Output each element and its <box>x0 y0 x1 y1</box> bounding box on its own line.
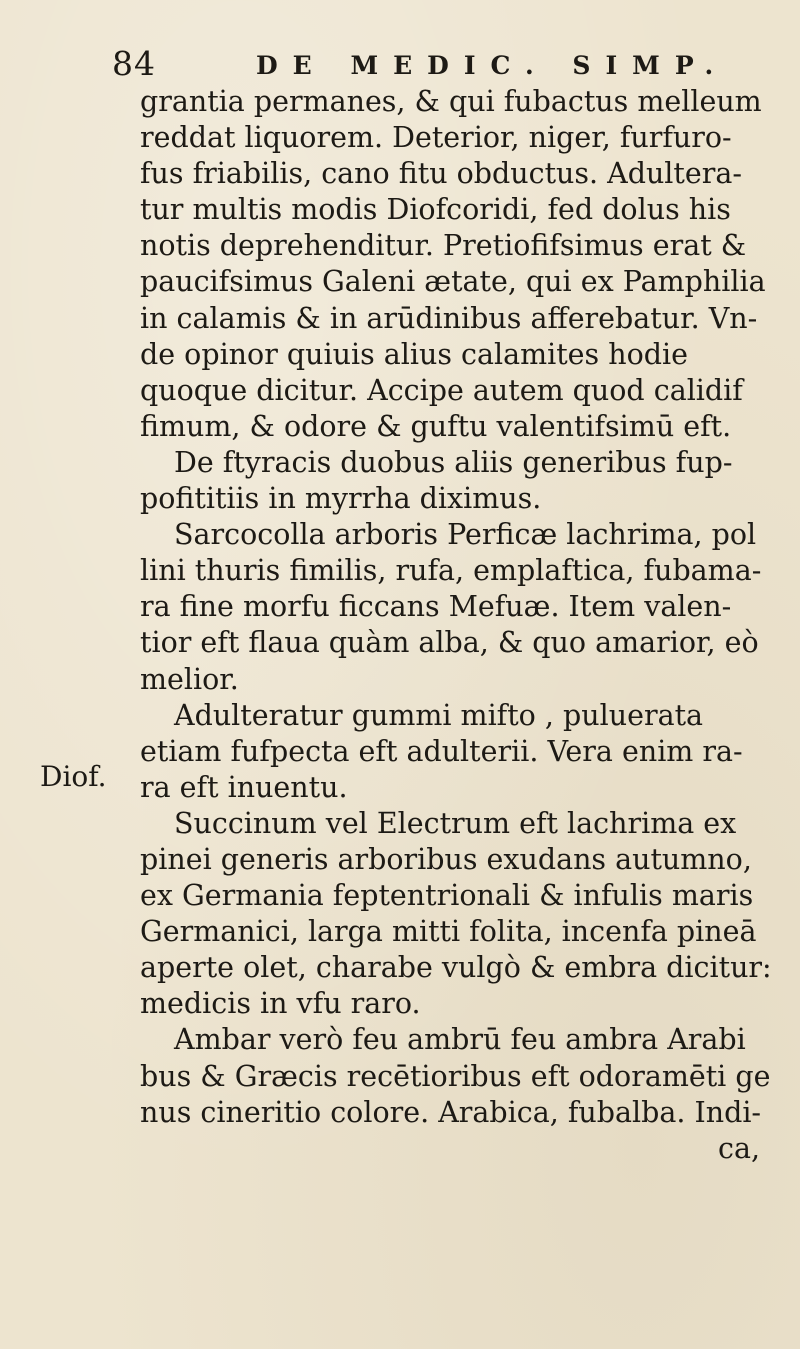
text-line: quoque dicitur. Accipe autem quod calidif <box>140 373 743 407</box>
page-number: 84 <box>112 44 156 83</box>
text-line: Sarcocolla arboris Perficæ lachrima, pol <box>174 518 757 552</box>
text-line: pofititiis in myrrha diximus. <box>140 482 542 516</box>
text-line: de opinor quiuis alius calamites hodie <box>140 337 688 371</box>
text-line: etiam fufpecta eft adulterii. Vera enim ra- <box>140 734 743 768</box>
text-line: ra eft inuentu. <box>140 770 348 804</box>
text-line: bus & Græcis recētioribus eft odoramēti ge <box>140 1059 771 1093</box>
text-line: pinei generis arboribus exudans autumno, <box>140 842 752 876</box>
text-line: Succinum vel Electrum eft lachrima ex <box>174 806 737 840</box>
running-head: DE MEDIC. SIMP. <box>256 51 729 80</box>
text-line: ex Germania feptentrionali & infulis maris <box>140 879 754 913</box>
text-line: ra fine morfu ficcans Mefuæ. Item valen- <box>140 590 732 624</box>
text-line: melior. <box>140 662 239 696</box>
text-line: medicis in vfu raro. <box>140 987 421 1021</box>
text-line: De ftyracis duobus aliis generibus fup- <box>174 445 733 479</box>
text-line: in calamis & in arūdinibus afferebatur. Vn- <box>140 301 758 335</box>
text-line: fimum, & odore & guftu valentifsimū eft. <box>140 409 732 443</box>
text-line: tior eft flaua quàm alba, & quo amarior, eò <box>140 626 759 660</box>
marginal-note: Diof. <box>40 760 107 793</box>
text-line: aperte olet, charabe vulgò & embra dicitur: <box>140 951 772 985</box>
text-line: Adulteratur gummi mifto , puluerata <box>174 698 704 732</box>
text-line: nus cineritio colore. Arabica, fubalba. Indi- <box>140 1095 762 1129</box>
text-line: Germanici, larga mitti folita, incenfa pineā <box>140 915 757 949</box>
text-line: Ambar verò feu ambrū feu ambra Arabi <box>174 1023 746 1057</box>
text-line: lini thuris fimilis, rufa, emplaftica, fubama- <box>140 554 762 588</box>
catchword: ca, <box>717 1131 760 1165</box>
text-line: tur multis modis Diofcoridi, fed dolus his <box>140 193 731 227</box>
body-text <box>140 84 770 1167</box>
text-line: notis deprehenditur. Pretiofifsimus erat & <box>140 229 747 263</box>
text-line: fus friabilis, cano fitu obductus. Adultera- <box>140 157 742 191</box>
text-line: paucifsimus Galeni ætate, qui ex Pamphilia <box>140 265 766 299</box>
text-line: grantia permanes, & qui fubactus melleum <box>140 85 762 118</box>
text-line: reddat liquorem. Deterior, niger, furfuro- <box>140 121 732 155</box>
